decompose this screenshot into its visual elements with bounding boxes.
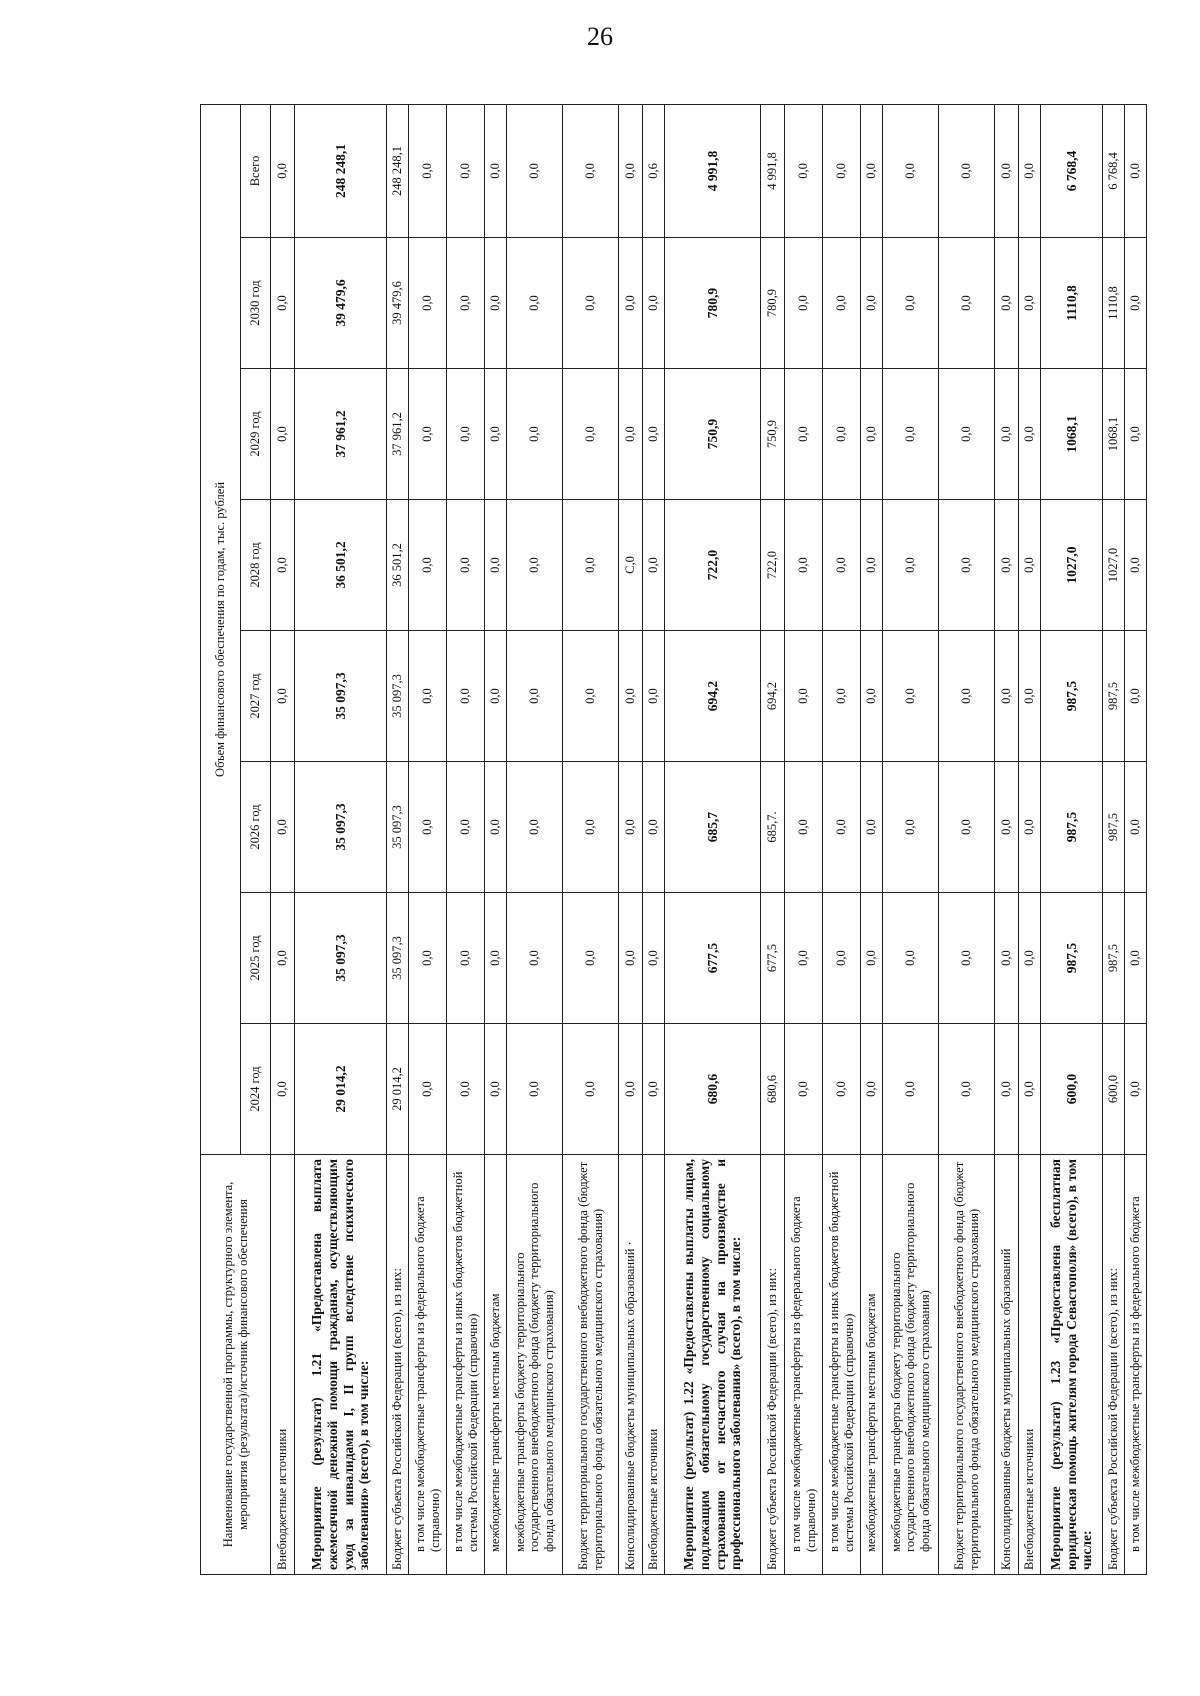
row-source-name: межбюджетные трансферты бюджету территориального государственного внебюджетного фонда (бюджету территориального фонда обязательного медицинского страхования) — [507, 1155, 563, 1575]
cell-total: 0,0 — [485, 104, 507, 237]
cell-year-value: 0,0 — [883, 762, 939, 893]
cell-year-value: 0,0 — [995, 238, 1019, 369]
cell-total: 0,6 — [643, 104, 665, 237]
cell-year-value: 35 097,3 — [295, 631, 387, 762]
cell-year-value: 0,0 — [1019, 762, 1041, 893]
cell-year-value: 0,0 — [995, 893, 1019, 1024]
cell-year-value: 0,0 — [823, 893, 861, 1024]
row-source-name: Внебюджетные источники — [1019, 1155, 1041, 1575]
financing-table — [200, 104, 1147, 1575]
cell-year-value: 0,0 — [485, 893, 507, 1024]
header-year: 2025 год — [241, 893, 271, 1024]
cell-year-value: 0,0 — [507, 1024, 563, 1155]
cell-year-value: 0,0 — [643, 762, 665, 893]
cell-year-value: 0,0 — [823, 762, 861, 893]
cell-year-value: 0,0 — [447, 631, 485, 762]
cell-year-value: 0,0 — [1125, 238, 1147, 369]
cell-total: 248 248,1 — [295, 104, 387, 237]
cell-total: 0,0 — [1019, 104, 1041, 237]
cell-year-value: 36 501,2 — [387, 500, 409, 631]
cell-year-value: 0,0 — [563, 238, 619, 369]
header-year: 2029 год — [241, 369, 271, 500]
cell-year-value: 1068,1 — [1041, 369, 1103, 500]
cell-total: 0,0 — [507, 104, 563, 237]
cell-year-value: 0,0 — [619, 631, 643, 762]
cell-year-value: 0,0 — [883, 1024, 939, 1155]
row-source-name: Бюджет территориального государственного внебюджетного фонда (бюджет территориального фонда обязательного медицинского страхования) — [563, 1155, 619, 1575]
cell-year-value: 0,0 — [1125, 369, 1147, 500]
cell-total: 4 991,8 — [761, 104, 785, 237]
header-year: 2027 год — [241, 631, 271, 762]
cell-year-value: 0,0 — [861, 631, 883, 762]
row-source-name: Бюджет субъекта Российской Федерации (всего), из них: — [387, 1155, 409, 1575]
header-name-column: Наименование государственной программы, структурного элемента, мероприятия (результата)/источник финансового обеспечения — [201, 1155, 271, 1575]
cell-year-value: 0,0 — [271, 893, 295, 1024]
cell-year-value: 0,0 — [1125, 500, 1147, 631]
cell-year-value: 600,0 — [1103, 1024, 1125, 1155]
cell-year-value: 0,0 — [785, 893, 823, 1024]
cell-year-value: 0,0 — [619, 762, 643, 893]
cell-year-value: 0,0 — [507, 631, 563, 762]
cell-year-value: 0,0 — [785, 500, 823, 631]
cell-year-value: 0,0 — [939, 893, 995, 1024]
cell-year-value: 0,0 — [1125, 893, 1147, 1024]
cell-year-value: 0,0 — [447, 369, 485, 500]
cell-year-value: 0,0 — [1019, 631, 1041, 762]
cell-year-value: 0,0 — [939, 238, 995, 369]
row-source-name: в том числе межбюджетные трансферты из федерального бюджета — [1125, 1155, 1147, 1575]
table-row — [485, 104, 507, 1574]
header-year: 2026 год — [241, 762, 271, 893]
row-source-name: межбюджетные трансферты бюджету территориального государственного внебюджетного фонда (бюджету территориального фонда обязательного медицинского страхования) — [883, 1155, 939, 1575]
cell-year-value: 750,9 — [761, 369, 785, 500]
table-row — [995, 104, 1019, 1574]
cell-year-value: 987,5 — [1041, 762, 1103, 893]
cell-year-value: 0,0 — [447, 1024, 485, 1155]
cell-year-value: 0,0 — [563, 631, 619, 762]
cell-year-value: 987,5 — [1103, 762, 1125, 893]
row-source-name: межбюджетные трансферты местным бюджетам — [485, 1155, 507, 1575]
cell-total: 4 991,8 — [665, 104, 761, 237]
cell-year-value: 722,0 — [665, 500, 761, 631]
cell-year-value: 0,0 — [643, 1024, 665, 1155]
table-row — [619, 104, 643, 1574]
cell-year-value: 0,0 — [409, 369, 447, 500]
cell-year-value: 0,0 — [1019, 893, 1041, 1024]
table-row — [271, 104, 295, 1574]
cell-year-value: 677,5 — [665, 893, 761, 1024]
cell-total: 0,0 — [1125, 104, 1147, 237]
cell-total: 248 248,1 — [387, 104, 409, 237]
page-number: 26 — [587, 22, 613, 51]
row-source-name: в том числе межбюджетные трансферты из иных бюджетов бюджетной системы Российской Федерации (справочно) — [447, 1155, 485, 1575]
cell-year-value: 0,0 — [939, 631, 995, 762]
cell-year-value: 680,6 — [761, 1024, 785, 1155]
table-row — [447, 104, 485, 1574]
row-source-name: в том числе межбюджетные трансферты из федерального бюджета (справочно) — [785, 1155, 823, 1575]
cell-year-value: 35 097,3 — [295, 893, 387, 1024]
cell-total: 0,0 — [409, 104, 447, 237]
cell-year-value: 987,5 — [1041, 631, 1103, 762]
cell-year-value: 0,0 — [823, 500, 861, 631]
cell-year-value: 0,0 — [1019, 1024, 1041, 1155]
row-source-name: Бюджет субъекта Российской Федерации (всего), из них: — [1103, 1155, 1125, 1575]
table-row — [1019, 104, 1041, 1574]
table-row — [643, 104, 665, 1574]
cell-year-value: 39 479,6 — [387, 238, 409, 369]
cell-year-value: 0,0 — [823, 1024, 861, 1155]
cell-year-value: 0,0 — [995, 762, 1019, 893]
cell-total: 0,0 — [823, 104, 861, 237]
cell-year-value: 0,0 — [785, 1024, 823, 1155]
table-row — [861, 104, 883, 1574]
cell-year-value: 0,0 — [563, 893, 619, 1024]
row-source-name: Мероприятие (результат) 1.22 «Предоставлены выплаты лицам, подлежащим обязательному государственному социальному страхованию от несчастного случая на производстве и профессионального заболевания» (всего), в том числе: — [665, 1155, 761, 1575]
cell-year-value: 35 097,3 — [387, 762, 409, 893]
cell-total: 0,0 — [995, 104, 1019, 237]
cell-year-value: 0,0 — [643, 369, 665, 500]
header-year: 2024 год — [241, 1024, 271, 1155]
cell-total: 0,0 — [271, 104, 295, 237]
cell-year-value: 39 479,6 — [295, 238, 387, 369]
cell-year-value: 29 014,2 — [295, 1024, 387, 1155]
cell-year-value: 35 097,3 — [387, 893, 409, 1024]
header-year: 2028 год — [241, 500, 271, 631]
cell-year-value: 35 097,3 — [295, 762, 387, 893]
row-source-name: в том числе межбюджетные трансферты из иных бюджетов бюджетной системы Российской Федерации (справочно) — [823, 1155, 861, 1575]
cell-year-value: 0,0 — [785, 631, 823, 762]
cell-year-value: 0,0 — [507, 893, 563, 1024]
cell-year-value: 0,0 — [1125, 1024, 1147, 1155]
cell-year-value: 0,0 — [485, 500, 507, 631]
cell-year-value: 0,0 — [861, 1024, 883, 1155]
row-source-name: межбюджетные трансферты местным бюджетам — [861, 1155, 883, 1575]
header-year: 2030 год — [241, 238, 271, 369]
cell-year-value: 0,0 — [939, 1024, 995, 1155]
cell-year-value: 37 961,2 — [387, 369, 409, 500]
cell-total: 0,0 — [861, 104, 883, 237]
cell-year-value: 0,0 — [1125, 631, 1147, 762]
cell-year-value: 1027,0 — [1041, 500, 1103, 631]
row-source-name: Бюджет субъекта Российской Федерации (всего), из них: — [761, 1155, 785, 1575]
header-total: Всего — [241, 104, 271, 237]
cell-year-value: 0,0 — [447, 762, 485, 893]
cell-year-value: 0,0 — [271, 369, 295, 500]
rotated-table-container — [200, 105, 1143, 1575]
row-source-name: Внебюджетные источники — [271, 1155, 295, 1575]
cell-year-value: 0,0 — [447, 500, 485, 631]
cell-year-value: 0,0 — [507, 369, 563, 500]
cell-year-value: 0,0 — [485, 631, 507, 762]
row-source-name: Консолидированные бюджеты муниципальных образований — [995, 1155, 1019, 1575]
cell-year-value: 0,0 — [939, 500, 995, 631]
cell-year-value: 0,0 — [643, 238, 665, 369]
cell-year-value: 987,5 — [1103, 893, 1125, 1024]
cell-total: 0,0 — [619, 104, 643, 237]
cell-year-value: 0,0 — [485, 762, 507, 893]
table-row — [563, 104, 619, 1574]
table-row — [1125, 104, 1147, 1574]
cell-year-value: 0,0 — [447, 893, 485, 1024]
cell-year-value: 0,0 — [861, 238, 883, 369]
cell-year-value: 0,0 — [823, 369, 861, 500]
cell-year-value: 0,0 — [861, 893, 883, 1024]
cell-year-value: С,0 — [619, 500, 643, 631]
cell-total: 0,0 — [447, 104, 485, 237]
cell-year-value: 0,0 — [1125, 762, 1147, 893]
cell-year-value: 0,0 — [785, 238, 823, 369]
cell-year-value: 0,0 — [861, 369, 883, 500]
cell-year-value: 0,0 — [823, 631, 861, 762]
cell-year-value: 600,0 — [1041, 1024, 1103, 1155]
cell-year-value: 0,0 — [883, 238, 939, 369]
cell-year-value: 0,0 — [447, 238, 485, 369]
cell-year-value: 750,9 — [665, 369, 761, 500]
row-source-name: Мероприятие (результат) 1.21 «Предоставлена выплата ежемесячной денежной помощи гражданам, осуществляющим уход за инвалидами I, II групп вследствие психического заболевания» (всего), в том числе: — [295, 1155, 387, 1575]
cell-year-value: 0,0 — [1019, 500, 1041, 631]
rotated-table-area — [200, 105, 1200, 1695]
cell-year-value: 0,0 — [861, 762, 883, 893]
cell-year-value: 0,0 — [271, 1024, 295, 1155]
cell-year-value: 987,5 — [1103, 631, 1125, 762]
cell-year-value: 0,0 — [939, 762, 995, 893]
cell-year-value: 694,2 — [665, 631, 761, 762]
cell-year-value: 0,0 — [485, 369, 507, 500]
cell-year-value: 685,7 — [665, 762, 761, 893]
cell-year-value: 0,0 — [271, 500, 295, 631]
cell-year-value: 0,0 — [995, 631, 1019, 762]
cell-year-value: 0,0 — [785, 762, 823, 893]
cell-year-value: 0,0 — [409, 500, 447, 631]
cell-year-value: 694,2 — [761, 631, 785, 762]
cell-year-value: 29 014,2 — [387, 1024, 409, 1155]
cell-year-value: 0,0 — [995, 500, 1019, 631]
cell-year-value: 0,0 — [619, 238, 643, 369]
table-row — [409, 104, 447, 1574]
cell-year-value: 1027,0 — [1103, 500, 1125, 631]
row-source-name: Консолидированные бюджеты муниципальных образований · — [619, 1155, 643, 1575]
cell-total: 6 768,4 — [1103, 104, 1125, 237]
cell-year-value: 685,7. — [761, 762, 785, 893]
cell-year-value: 677,5 — [761, 893, 785, 1024]
cell-total: 0,0 — [939, 104, 995, 237]
cell-year-value: 0,0 — [883, 500, 939, 631]
cell-year-value: 0,0 — [485, 238, 507, 369]
cell-year-value: 0,0 — [995, 369, 1019, 500]
cell-year-value: 0,0 — [507, 238, 563, 369]
cell-year-value: 0,0 — [823, 238, 861, 369]
row-source-name: Бюджет территориального государственного внебюджетного фонда (бюджет территориального фонда обязательного медицинского страхования) — [939, 1155, 995, 1575]
cell-year-value: 0,0 — [409, 238, 447, 369]
cell-year-value: 0,0 — [1019, 238, 1041, 369]
table-row — [1103, 104, 1125, 1574]
table-row — [295, 104, 387, 1574]
header-group: Объем финансового обеспечения по годам, тыс. рублей — [201, 104, 241, 1154]
cell-year-value: 0,0 — [619, 893, 643, 1024]
table-row — [785, 104, 823, 1574]
row-source-name: Внебюджетные источники — [643, 1155, 665, 1575]
cell-year-value: 0,0 — [563, 1024, 619, 1155]
cell-year-value: 0,0 — [643, 500, 665, 631]
table-row — [1041, 104, 1103, 1574]
cell-year-value: 0,0 — [785, 369, 823, 500]
cell-total: 0,0 — [883, 104, 939, 237]
cell-year-value: 0,0 — [1019, 369, 1041, 500]
cell-year-value: 0,0 — [619, 369, 643, 500]
cell-year-value: 0,0 — [883, 631, 939, 762]
cell-year-value: 722,0 — [761, 500, 785, 631]
cell-year-value: 0,0 — [995, 1024, 1019, 1155]
cell-total: 0,0 — [785, 104, 823, 237]
table-row — [823, 104, 861, 1574]
cell-year-value: 0,0 — [507, 500, 563, 631]
cell-year-value: 0,0 — [409, 762, 447, 893]
cell-year-value: 0,0 — [563, 369, 619, 500]
cell-year-value: 780,9 — [761, 238, 785, 369]
cell-year-value: 0,0 — [563, 500, 619, 631]
cell-year-value: 36 501,2 — [295, 500, 387, 631]
cell-year-value: 680,6 — [665, 1024, 761, 1155]
cell-year-value: 1110,8 — [1041, 238, 1103, 369]
row-source-name: Мероприятие (результат) 1.23 «Предоставлена бесплатная юридическая помощь жителям города Севастополя» (всего), в том числе: — [1041, 1155, 1103, 1575]
cell-year-value: 0,0 — [271, 238, 295, 369]
cell-year-value: 0,0 — [409, 631, 447, 762]
cell-year-value: 0,0 — [563, 762, 619, 893]
cell-year-value: 0,0 — [939, 369, 995, 500]
cell-year-value: 0,0 — [883, 893, 939, 1024]
cell-year-value: 0,0 — [643, 631, 665, 762]
cell-year-value: 780,9 — [665, 238, 761, 369]
cell-year-value: 0,0 — [643, 893, 665, 1024]
cell-total: 0,0 — [563, 104, 619, 237]
cell-year-value: 1068,1 — [1103, 369, 1125, 500]
table-row — [665, 104, 761, 1574]
cell-year-value: 0,0 — [409, 893, 447, 1024]
table-row — [939, 104, 995, 1574]
cell-year-value: 0,0 — [619, 1024, 643, 1155]
cell-year-value: 0,0 — [861, 500, 883, 631]
cell-year-value: 987,5 — [1041, 893, 1103, 1024]
table-row — [761, 104, 785, 1574]
cell-year-value: 0,0 — [271, 631, 295, 762]
cell-year-value: 0,0 — [883, 369, 939, 500]
table-row — [883, 104, 939, 1574]
table-row — [387, 104, 409, 1574]
cell-year-value: 1110,8 — [1103, 238, 1125, 369]
cell-total: 6 768,4 — [1041, 104, 1103, 237]
cell-year-value: 0,0 — [271, 762, 295, 893]
table-body — [271, 104, 1147, 1574]
cell-year-value: 37 961,2 — [295, 369, 387, 500]
table-row — [507, 104, 563, 1574]
cell-year-value: 0,0 — [485, 1024, 507, 1155]
cell-year-value: 0,0 — [507, 762, 563, 893]
cell-year-value: 35 097,3 — [387, 631, 409, 762]
row-source-name: в том числе межбюджетные трансферты из федерального бюджета (справочно) — [409, 1155, 447, 1575]
cell-year-value: 0,0 — [409, 1024, 447, 1155]
